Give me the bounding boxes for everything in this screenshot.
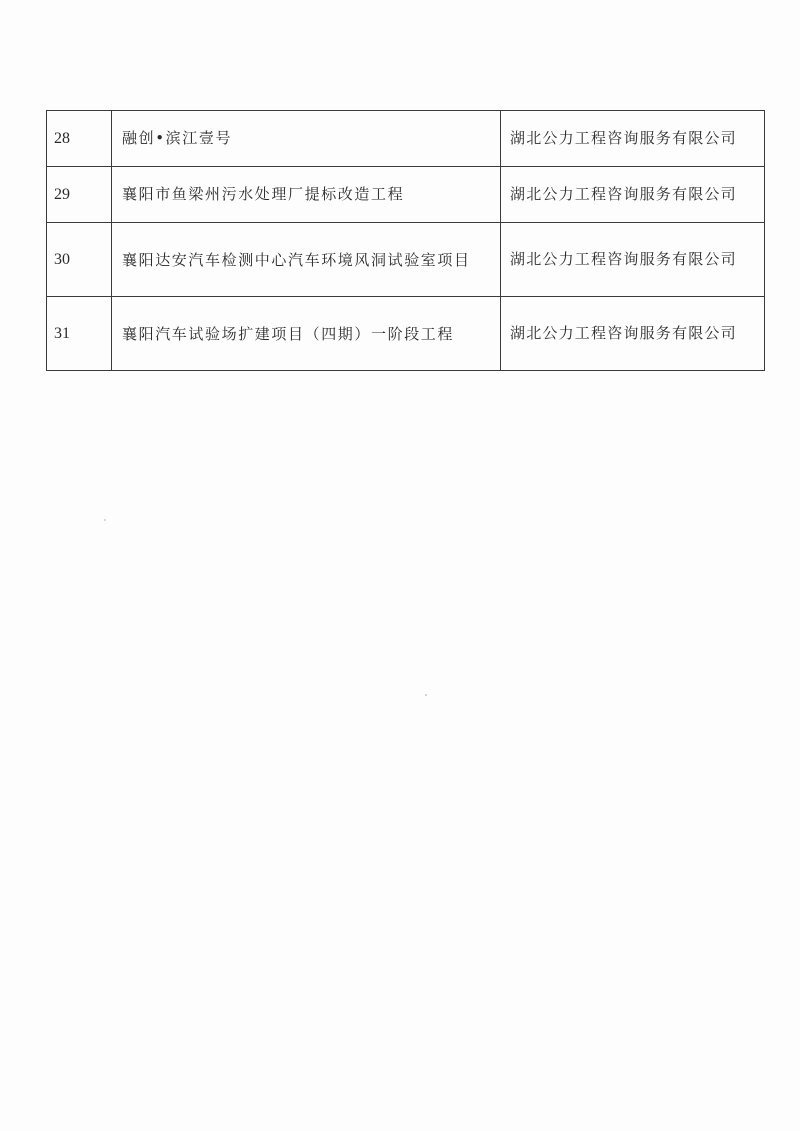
scan-speck	[104, 519, 106, 521]
company-name: 湖北公力工程咨询服务有限公司	[501, 223, 765, 297]
scan-speck	[425, 694, 427, 696]
project-name: 襄阳汽车试验场扩建项目（四期）一阶段工程	[112, 297, 501, 371]
project-name: 襄阳市鱼梁州污水处理厂提标改造工程	[112, 167, 501, 223]
row-number: 30	[47, 223, 112, 297]
row-number: 28	[47, 111, 112, 167]
row-number: 29	[47, 167, 112, 223]
table-row	[47, 223, 765, 297]
table-row	[47, 111, 765, 167]
company-name: 湖北公力工程咨询服务有限公司	[501, 111, 765, 167]
project-name: 融创•滨江壹号	[112, 111, 501, 167]
table-row	[47, 167, 765, 223]
row-number: 31	[47, 297, 112, 371]
table-row	[47, 297, 765, 371]
company-name: 湖北公力工程咨询服务有限公司	[501, 297, 765, 371]
company-name: 湖北公力工程咨询服务有限公司	[501, 167, 765, 223]
project-name: 襄阳达安汽车检测中心汽车环境风洞试验室项目	[112, 223, 501, 297]
project-table	[46, 110, 765, 371]
